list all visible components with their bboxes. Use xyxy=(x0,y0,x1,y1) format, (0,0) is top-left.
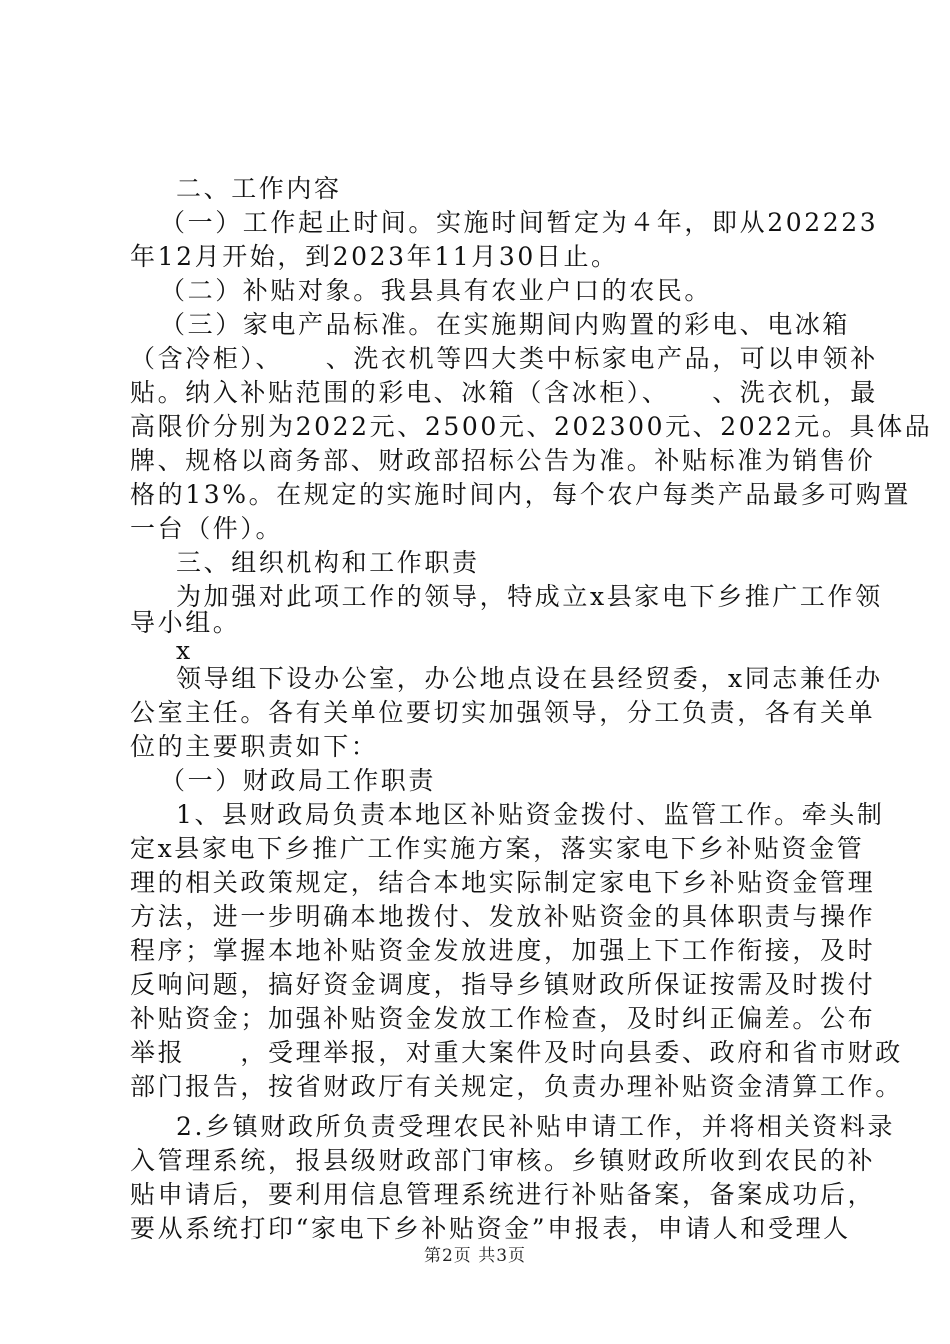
paragraph-line: （含冷柜）、 、洗衣机等四大类中标家电产品，可以申领补 xyxy=(130,344,878,373)
section-heading: 二、工作内容 xyxy=(176,174,342,203)
paragraph-line: 定x县家电下乡推广工作实施方案，落实家电下乡补贴资金管 xyxy=(130,834,865,863)
paragraph-line: 贴。纳入补贴范围的彩电、冰箱（含冰柜）、 、洗衣机，最 xyxy=(130,378,878,407)
paragraph-line: 公室主任。各有关单位要切实加强领导，分工负责，各有关单 xyxy=(130,698,876,727)
paragraph-line: 要从系统打印“家电下乡补贴资金”申报表，申请人和受理人 xyxy=(130,1214,851,1243)
paragraph-line: 理的相关政策规定，结合本地实际制定家电下乡补贴资金管理 xyxy=(130,868,876,897)
paragraph-line: 格的13%。在规定的实施时间内，每个农户每类产品最多可购置 xyxy=(130,480,911,509)
paragraph-line: 补贴资金；加强补贴资金发放工作检查，及时纠正偏差。公布 xyxy=(130,1004,876,1033)
paragraph-line: x xyxy=(176,636,193,665)
paragraph-line: 高限价分别为2022元、2500元、202300元、2022元。具体品 xyxy=(130,412,933,441)
paragraph-line: 导小组。 xyxy=(130,608,241,637)
paragraph-line: 入管理系统，报县级财政部门审核。乡镇财政所收到农民的补 xyxy=(130,1146,876,1175)
paragraph-line: 方法，进一步明确本地拨付、发放补贴资金的具体职责与操作 xyxy=(130,902,876,931)
paragraph-line: （二）补贴对象。我县具有农业户口的农民。 xyxy=(160,276,713,305)
paragraph-line: （一）工作起止时间。实施时间暂定为４年，即从202223 xyxy=(160,208,879,237)
paragraph-line: 举报 ，受理举报，对重大案件及时向县委、政府和省市财政 xyxy=(130,1038,903,1067)
paragraph-line: 1、县财政局负责本地区补贴资金拨付、监管工作。牵头制 xyxy=(176,800,885,829)
paragraph-line: 反响问题，搞好资金调度，指导乡镇财政所保证按需及时拨付 xyxy=(130,970,876,999)
paragraph-line: 部门报告，按省财政厅有关规定，负责办理补贴资金清算工作。 xyxy=(130,1072,903,1101)
section-heading: 三、组织机构和工作职责 xyxy=(176,548,480,577)
paragraph-line: 位的主要职责如下： xyxy=(130,732,379,761)
page-footer: 第2页 共3页 xyxy=(423,1246,527,1266)
paragraph-line: （三）家电产品标准。在实施期间内购置的彩电、电冰箱 xyxy=(160,310,851,339)
paragraph-line: 程序；掌握本地补贴资金发放进度，加强上下工作衔接，及时 xyxy=(130,936,876,965)
paragraph-line: 一台（件）。 xyxy=(130,514,284,543)
subsection-heading: （一）财政局工作职责 xyxy=(160,766,437,795)
paragraph-line: 年12月开始，到2023年11月30日止。 xyxy=(130,242,619,271)
paragraph-line: 贴申请后，要利用信息管理系统进行补贴备案，备案成功后， xyxy=(130,1180,876,1209)
paragraph-line: 牌、规格以商务部、财政部招标公告为准。补贴标准为销售价 xyxy=(130,446,876,475)
paragraph-line: 领导组下设办公室，办公地点设在县经贸委，x同志兼任办 xyxy=(176,664,883,693)
paragraph-line: 2.乡镇财政所负责受理农民补贴申请工作，并将相关资料录 xyxy=(176,1112,896,1141)
paragraph-line: 为加强对此项工作的领导，特成立x县家电下乡推广工作领 xyxy=(176,582,883,611)
